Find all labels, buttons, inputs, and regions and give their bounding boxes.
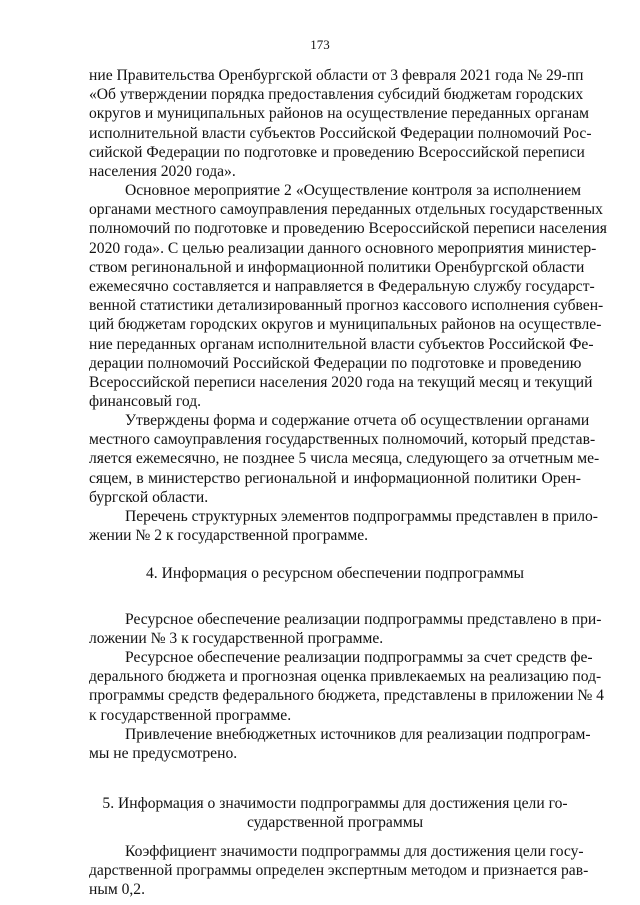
text-line: Ресурсное обеспечение реализации подпрограммы представлено в при- xyxy=(125,611,602,628)
page-number: 173 xyxy=(310,37,330,52)
text-line: «Об утверждении порядка предоставления субсидий бюджетам городских xyxy=(89,86,584,104)
section-heading-4 xyxy=(89,564,581,583)
text-line: округов и муниципальных районов на осуществление переданных органам xyxy=(89,105,590,123)
heading-line: 5. Информация о значимости подпрограммы для достижения цели го- xyxy=(102,795,568,812)
text-line: мы не предусмотрено. xyxy=(89,745,238,763)
text-line: Утверждены форма и содержание отчета об осуществлении органами xyxy=(125,412,590,429)
text-line: сийской Федерации по подготовке и проведению Всероссийской переписи xyxy=(89,143,585,161)
text-line: ложении № 3 к государственной программе. xyxy=(89,630,384,648)
text-line: 2020 года». С целью реализации данного основного мероприятия министер- xyxy=(89,239,597,257)
text-line: ежемесячно составляется и направляется в Федеральную службу государст- xyxy=(89,278,595,296)
paragraph-5 xyxy=(89,610,602,648)
text-line: дарственной программы определен экспертным методом и признается рав- xyxy=(89,862,589,880)
text-line: дерального бюджета и прогнозная оценка привлекаемых на реализацию под- xyxy=(89,668,602,686)
text-line: населения 2020 года». xyxy=(89,163,236,181)
text-line: Основное мероприятие 2 «Осуществление контроля за исполнением xyxy=(125,182,581,199)
text-line: Коэффициент значимости подпрограммы для достижения цели госу- xyxy=(125,843,584,860)
text-line: ние Правительства Оренбургской области от 3 февраля 2021 года № 29-пп xyxy=(89,67,584,84)
paragraph-1 xyxy=(89,66,592,181)
text-line: Всероссийской переписи населения 2020 года на текущий месяц и текущий xyxy=(89,374,593,392)
text-line: программы средств федерального бюджета, представлены в приложении № 4 xyxy=(89,687,604,705)
text-line: ством регинональной и информационной политики Оренбургской области xyxy=(89,258,585,276)
heading-line: сударственной программы xyxy=(246,814,424,832)
text-line: ций бюджетам городских округов и муниципальных районов на осуществле- xyxy=(89,316,602,334)
text-line: Перечень структурных элементов подпрограммы представлен в прило- xyxy=(125,508,599,525)
paragraph-4 xyxy=(89,507,599,545)
paragraph-6 xyxy=(89,648,604,725)
paragraph-8 xyxy=(89,842,589,900)
text-line: Ресурсное обеспечение реализации подпрограммы за счет средств фе- xyxy=(125,649,593,666)
paragraph-3 xyxy=(89,411,600,507)
text-line: ние переданных органам исполнительной власти субъектов Российской Фе- xyxy=(89,335,594,353)
text-line: ляется ежемесячно, не позднее 5 числа месяца, следующего за отчетным ме- xyxy=(89,450,600,468)
text-line: дерации полномочий Российской Федерации по подготовке и проведению xyxy=(89,354,582,372)
text-line: жении № 2 к государственной программе. xyxy=(89,527,369,545)
text-line: ным 0,2. xyxy=(89,881,145,899)
paragraph-7 xyxy=(89,725,591,763)
section-heading-5 xyxy=(89,794,581,832)
text-line: местного самоуправления государственных полномочий, который представ- xyxy=(89,431,596,449)
text-line: венной статистики детализированный прогноз кассового исполнения субвен- xyxy=(89,297,604,315)
text-line: полномочий по подготовке и проведению Всероссийской переписи населения xyxy=(89,220,607,238)
paragraph-2 xyxy=(89,181,607,411)
text-line: финансовый год. xyxy=(89,393,202,411)
text-line: сяцем, в министерство региональной и информационной политики Орен- xyxy=(89,469,581,487)
text-line: к государственной программе. xyxy=(89,706,292,724)
text-line: органами местного самоуправления переданных отдельных государственных xyxy=(89,201,603,219)
heading-line: 4. Информация о ресурсном обеспечении подпрограммы xyxy=(146,565,524,582)
text-line: Привлечение внебюджетных источников для реализации подпрограм- xyxy=(125,726,591,743)
text-line: бургской области. xyxy=(89,488,209,506)
text-line: исполнительной власти субъектов Российской Федерации полномочий Рос- xyxy=(89,124,592,142)
